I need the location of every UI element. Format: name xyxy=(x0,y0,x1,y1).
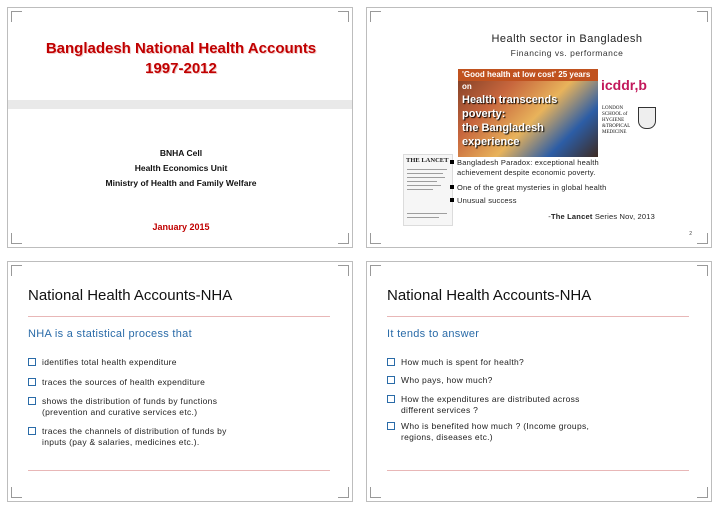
crop-mark xyxy=(11,487,22,498)
divider xyxy=(387,470,689,471)
slide-health-sector xyxy=(366,7,712,248)
crop-mark xyxy=(370,265,381,276)
lancet-cover xyxy=(403,154,453,226)
checkbox-bullet-icon xyxy=(28,358,36,366)
text-line xyxy=(407,173,443,174)
slide-nha-questions xyxy=(366,261,712,502)
crop-mark xyxy=(338,487,349,498)
text-line xyxy=(407,213,447,214)
main-title-years: 1997-2012 xyxy=(145,60,217,77)
list-item-text: traces the sources of health expenditure xyxy=(42,377,206,387)
checkbox-bullet-icon xyxy=(28,397,36,405)
text-line xyxy=(407,185,441,186)
bullet-text: One of the great mysteries in global health xyxy=(457,183,607,192)
slide-heading: National Health Accounts-NHA xyxy=(387,287,592,304)
text-line xyxy=(407,189,433,190)
crop-mark xyxy=(697,11,708,22)
slide-title xyxy=(7,7,353,248)
text-line xyxy=(407,181,437,182)
lshtm-logo-line: MEDICINE xyxy=(602,130,627,135)
icddrb-logo-text: icddr,b xyxy=(601,77,647,93)
crop-mark xyxy=(11,233,22,244)
presentation-date: January 2015 xyxy=(152,222,210,232)
org-cell: BNHA Cell xyxy=(159,148,203,158)
lshtm-logo xyxy=(602,106,630,136)
crop-mark xyxy=(697,487,708,498)
square-bullet-icon xyxy=(450,160,454,164)
journal-name: THE LANCET xyxy=(406,157,449,164)
bullet-paradox xyxy=(457,158,599,177)
square-bullet-icon xyxy=(450,198,454,202)
icddrb-logo xyxy=(601,77,647,93)
crop-mark xyxy=(697,265,708,276)
divider xyxy=(387,316,689,317)
slide-heading: National Health Accounts-NHA xyxy=(28,287,233,304)
divider xyxy=(28,316,330,317)
checkbox-bullet-icon xyxy=(28,427,36,435)
source-prefix: - xyxy=(548,212,551,221)
lshtm-logo-line: SCHOOL of xyxy=(602,112,628,117)
source-citation xyxy=(548,212,655,221)
bullet-text: Unusual success xyxy=(457,196,517,205)
square-bullet-icon xyxy=(450,185,454,189)
list-item-text: different services ? xyxy=(401,405,479,415)
crop-mark xyxy=(11,265,22,276)
partner-logos xyxy=(598,69,660,157)
checkbox-bullet-icon xyxy=(28,378,36,386)
photo-headline-line: experience xyxy=(462,136,520,148)
crop-mark xyxy=(370,233,381,244)
photo-strip: 'Good health at low cost' 25 years on xyxy=(458,69,598,81)
org-ministry: Ministry of Health and Family Welfare xyxy=(105,178,257,188)
list-item-text: Who pays, how much? xyxy=(401,375,493,385)
checkbox-bullet-icon xyxy=(387,376,395,384)
slide-subheading: Financing vs. performance xyxy=(510,48,624,58)
checkbox-bullet-icon xyxy=(387,358,395,366)
decorative-band xyxy=(8,100,353,109)
text-line xyxy=(407,169,447,170)
list-item-text: regions, diseases etc.) xyxy=(401,432,493,442)
crop-mark xyxy=(697,233,708,244)
list-item-text: identifies total health expenditure xyxy=(42,357,177,367)
crop-mark xyxy=(338,233,349,244)
crest-icon xyxy=(638,107,656,129)
bullet-text: Bangladesh Paradox: exceptional health xyxy=(457,158,599,167)
slide-nha-process xyxy=(7,261,353,502)
crop-mark xyxy=(338,11,349,22)
list-item-text: How the expenditures are distributed across xyxy=(401,394,580,404)
bullet-mystery xyxy=(457,183,607,193)
list-item-text: inputs (pay & salaries, medicines etc.). xyxy=(42,437,200,447)
page-number: 2 xyxy=(689,231,692,237)
checkbox-bullet-icon xyxy=(387,422,395,430)
lshtm-logo-line: &TROPICAL xyxy=(602,124,631,129)
checkbox-bullet-icon xyxy=(387,395,395,403)
list-item-text: shows the distribution of funds by functions xyxy=(42,396,218,406)
slide-heading: Health sector in Bangladesh xyxy=(491,33,643,45)
bullet-text: achievement despite economic poverty. xyxy=(457,167,596,177)
crop-mark xyxy=(338,265,349,276)
bullet-success xyxy=(457,196,517,206)
source-detail: Series Nov, 2013 xyxy=(592,212,655,221)
lshtm-logo-line: LONDON xyxy=(602,106,624,111)
photo-headline-line: the Bangladesh xyxy=(462,122,544,134)
org-unit: Health Economics Unit xyxy=(134,163,228,173)
crop-mark xyxy=(370,11,381,22)
main-title: Bangladesh National Health Accounts xyxy=(45,40,317,57)
text-line xyxy=(407,177,445,178)
cover-photo xyxy=(458,69,598,157)
list-item-text: traces the channels of distribution of funds by xyxy=(42,426,227,436)
list-item-text: (prevention and curative services etc.) xyxy=(42,407,198,417)
crop-mark xyxy=(370,487,381,498)
text-line xyxy=(407,217,439,218)
photo-headline-line: Health transcends poverty: xyxy=(462,94,558,120)
list-item-text: Who is benefited how much ? (Income groups, xyxy=(401,421,590,431)
list-item-text: How much is spent for health? xyxy=(401,357,525,367)
slide-subheading: It tends to answer xyxy=(387,328,480,340)
lshtm-logo-line: HYGIENE xyxy=(602,118,625,123)
source-journal: The Lancet xyxy=(550,212,593,221)
divider xyxy=(28,470,330,471)
photo-headline xyxy=(462,93,598,149)
crop-mark xyxy=(11,11,22,22)
slide-subheading: NHA is a statistical process that xyxy=(28,328,192,340)
